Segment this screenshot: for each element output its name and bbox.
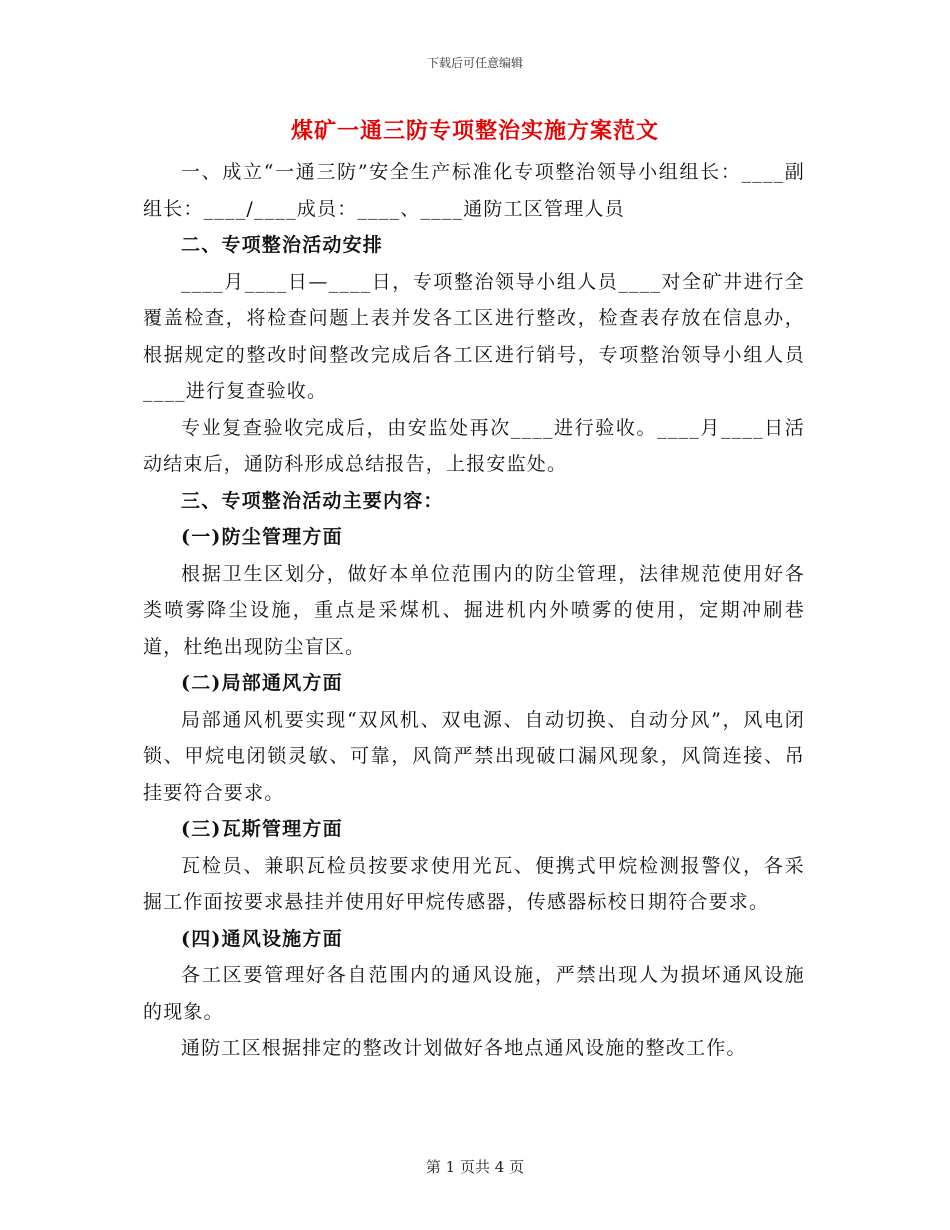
local-ventilation-heading: (二)局部通风方面 [181,672,343,694]
local-ventilation-paragraph: 局部通风机要实现“双风机、双电源、自动切换、自动分风”，风电闭锁、甲烷电闭锁灵敏、可靠，风筒严禁出现破口漏风现象，风筒连接、吊挂要符合要求。 [143,708,805,804]
rectification-paragraph: 通防工区根据排定的整改计划做好各地点通风设施的整改工作。 [181,1037,747,1059]
section-3-heading: 三、专项整治活动主要内容： [181,489,444,512]
ventilation-facilities-heading: (四)通风设施方面 [181,927,343,950]
document-title: 煤矿一通三防专项整治实施方案范文 [290,118,659,144]
header-note: 下载后可任意编辑 [426,56,523,70]
section-1-paragraph: 一、成立“一通三防”安全生产标准化专项整治领导小组组长：____副组长：____/____成员：____、____通防工区管理人员 [143,161,805,220]
acceptance-paragraph: 专业复查验收完成后，由安监处再次____进行验收。____月____日活动结束后，通防科形成总结报告，上报安监处。 [143,416,805,475]
dust-control-heading: (一)防尘管理方面 [181,526,343,548]
page-footer: 第 1 页共 4 页 [425,1158,525,1176]
dust-control-paragraph: 根据卫生区划分，做好本单位范围内的防尘管理，法律规范使用好各类喷雾降尘设施，重点是采煤机、掘进机内外喷雾的使用，定期冲刷巷道，杜绝出现防尘盲区。 [143,562,805,658]
ventilation-facilities-paragraph: 各工区要管理好各自范围内的通风设施，严禁出现人为损坏通风设施的现象。 [143,964,805,1023]
gas-management-paragraph: 瓦检员、兼职瓦检员按要求使用光瓦、便携式甲烷检测报警仪，各采掘工作面按要求悬挂并使用好甲烷传感器，传感器标校日期符合要求。 [143,854,805,913]
document-body [143,154,805,1067]
gas-management-heading: (三)瓦斯管理方面 [181,818,343,840]
section-2-heading: 二、专项整治活动安排 [181,234,384,256]
schedule-paragraph: ____月____日—____日，专项整治领导小组人员____对全矿井进行全覆盖检查，将检查问题上表并发各工区进行整改，检查表存放在信息办，根据规定的整改时间整改完成后各工区进行销号，专项整治领导小组人员____进行复查验收。 [143,270,805,402]
